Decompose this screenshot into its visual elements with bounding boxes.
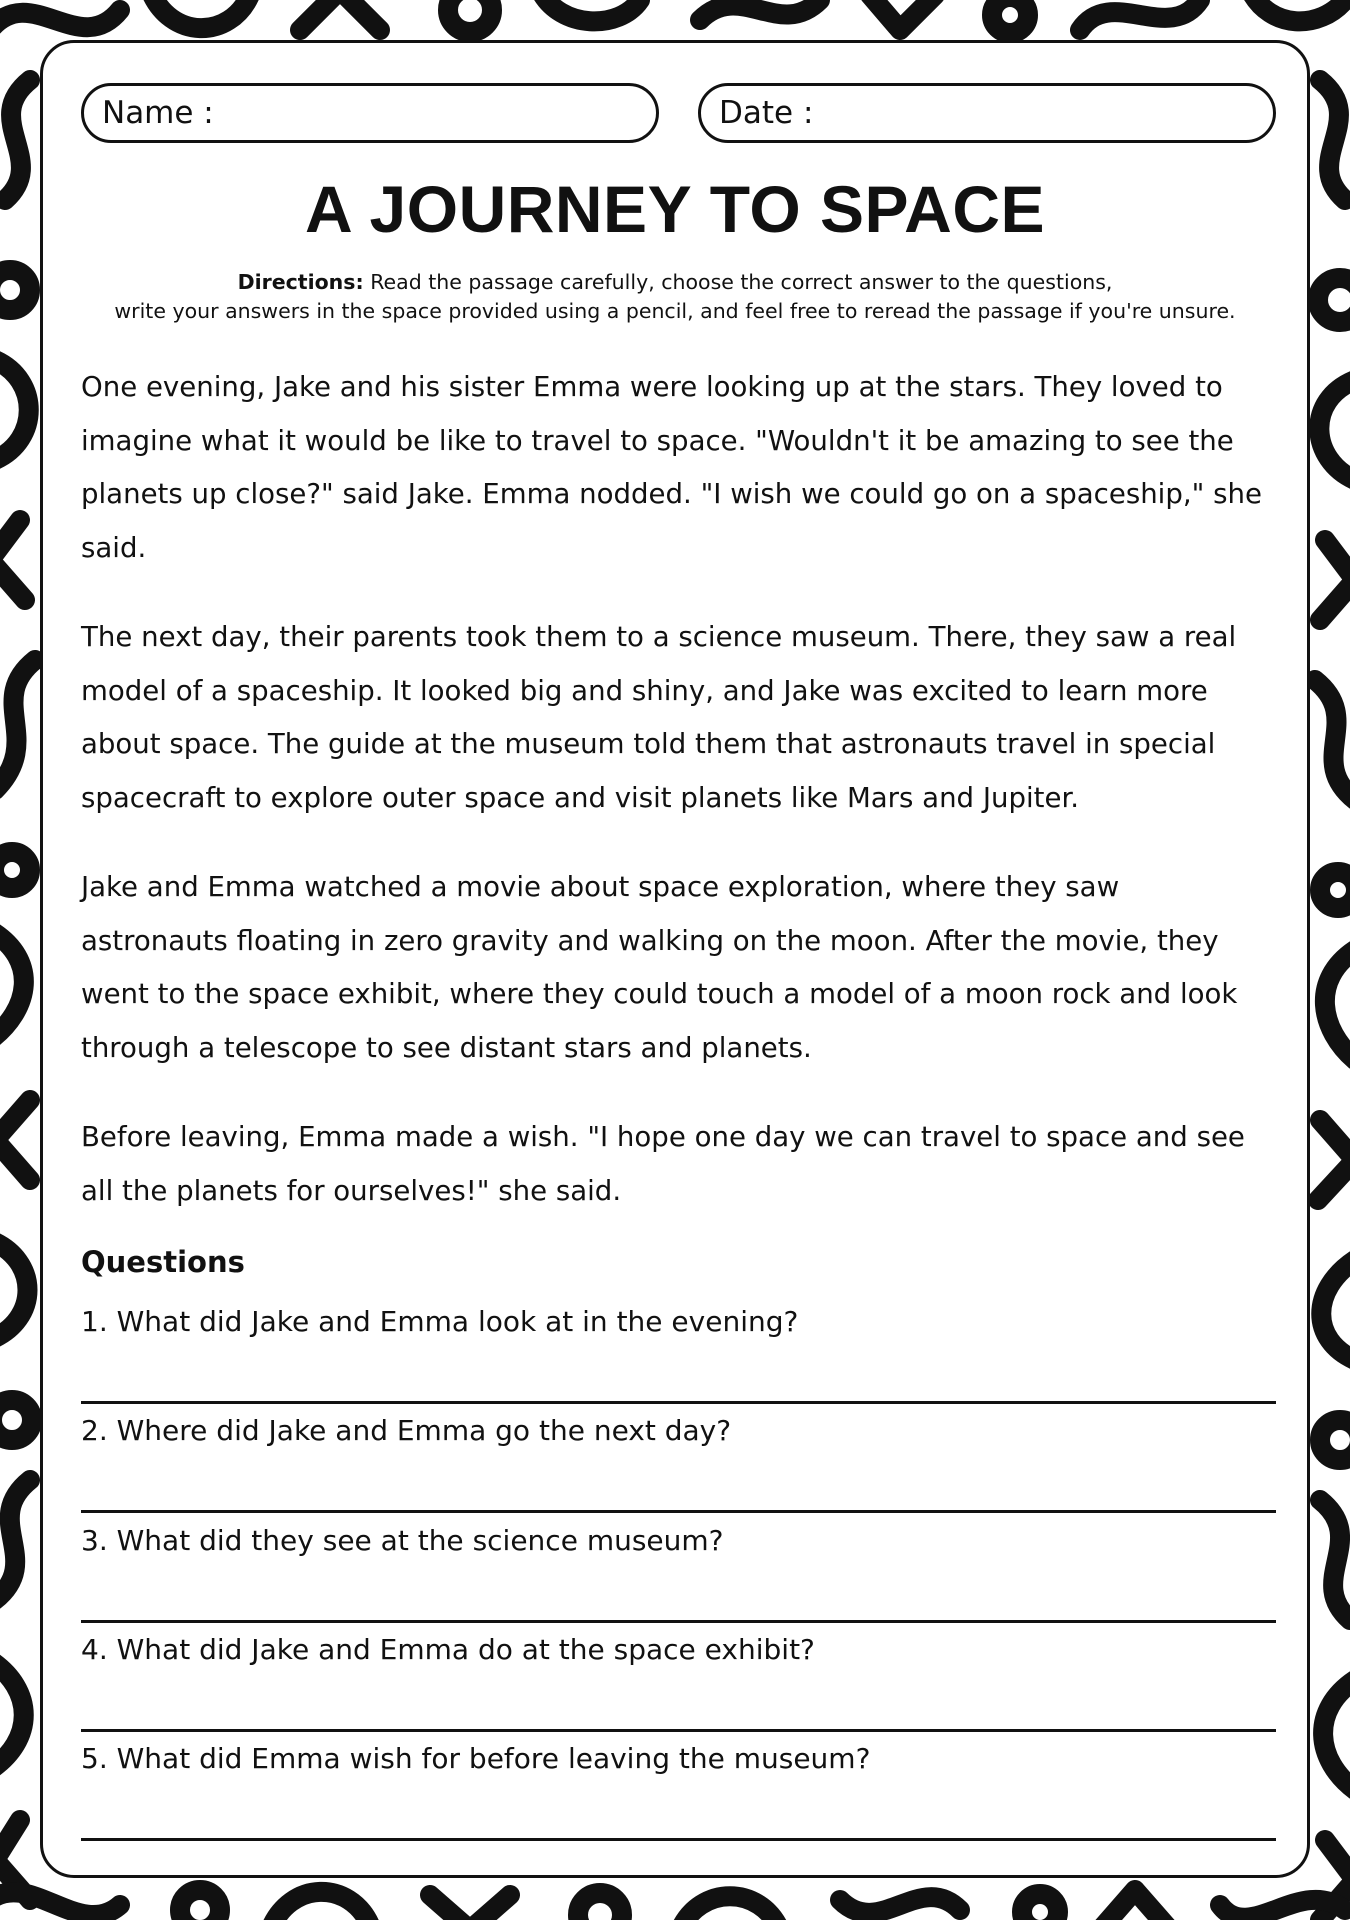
directions-label: Directions:	[237, 270, 364, 294]
answer-line-3[interactable]	[81, 1620, 1276, 1623]
question-2: 2. Where did Jake and Emma go the next day?	[81, 1414, 732, 1447]
passage-paragraph: The next day, their parents took them to a science museum. There, they saw a real model of a spaceship. It looked big and shiny, and Jake was excited to learn more about space. The guide at the museum told them that astronauts travel in special spacecraft to explore outer space and visit planets like Mars and Jupiter.	[81, 620, 1237, 814]
questions-heading: Questions	[81, 1245, 245, 1279]
answer-line-5[interactable]	[81, 1838, 1276, 1841]
directions-line-2: write your answers in the space provided using a pencil, and feel free to reread the passage if you're unsure.	[114, 299, 1236, 323]
worksheet-title: A JOURNEY TO SPACE	[304, 172, 1046, 246]
name-label: Name :	[102, 95, 214, 131]
date-label: Date :	[719, 95, 814, 131]
question-1: 1. What did Jake and Emma look at in the evening?	[81, 1305, 799, 1338]
passage-paragraph: One evening, Jake and his sister Emma were looking up at the stars. They loved to imagine what it would be like to travel to space. "Wouldn't it be amazing to see the planets up close?" said Jake. Emma nodded. "I wish we could go on a spaceship," she said.	[81, 370, 1262, 564]
answer-line-1[interactable]	[81, 1401, 1276, 1404]
directions-line-1: Read the passage carefully, choose the correct answer to the questions,	[370, 270, 1113, 294]
name-field[interactable]	[81, 83, 659, 143]
question-5: 5. What did Emma wish for before leaving the museum?	[81, 1742, 871, 1775]
answer-line-2[interactable]	[81, 1510, 1276, 1513]
date-field[interactable]	[698, 83, 1276, 143]
answer-line-4[interactable]	[81, 1729, 1276, 1732]
passage-paragraph: Jake and Emma watched a movie about space exploration, where they saw astronauts floating in zero gravity and walking on the moon. After the movie, they went to the space exhibit, where they could touch a model of a moon rock and look through a telescope to see distant stars and planets.	[81, 870, 1238, 1064]
directions	[63, 268, 1287, 326]
worksheet-card	[40, 40, 1310, 1878]
reading-passage	[81, 360, 1271, 1253]
question-3: 3. What did they see at the science museum?	[81, 1524, 724, 1557]
question-4: 4. What did Jake and Emma do at the space exhibit?	[81, 1633, 815, 1666]
passage-paragraph: Before leaving, Emma made a wish. "I hope one day we can travel to space and see all the planets for ourselves!" she said.	[81, 1120, 1245, 1207]
